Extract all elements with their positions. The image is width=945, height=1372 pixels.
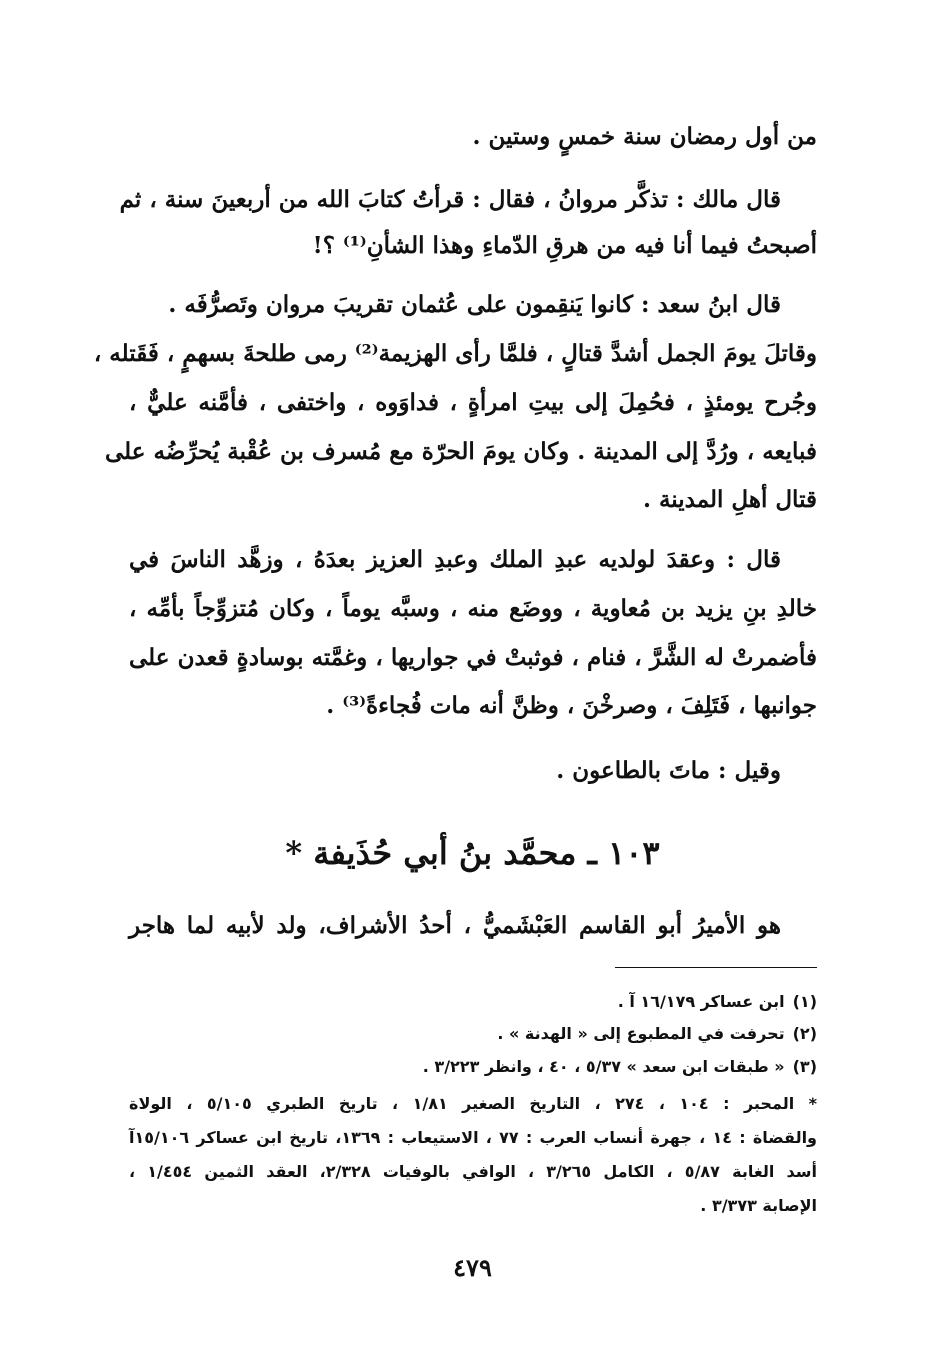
footnote-number: (٣) (792, 1057, 817, 1076)
text-line: وقيل : ماتَ بالطاعون . (556, 757, 781, 784)
footnote-separator (615, 967, 817, 968)
footnote-text: « طبقات ابن سعد » ٥/٣٧ ، ٤٠ ، وانظر ٣/٢٢٣ . (422, 1057, 785, 1076)
text-line: قتال أهلِ المدينة . (642, 486, 817, 513)
footnote-2 (129, 1019, 817, 1049)
text-line: وجُرح يومئذٍ ، فحُمِلَ إلى بيتِ امرأةٍ ، فداوَوه ، واختفى ، فأمَّنه عليٌّ ، (129, 389, 817, 416)
text-line: قال مالك : تذكَّر مروانُ ، فقال : قرأتُ كتابَ الله من أربعينَ سنة ، ثم (119, 186, 781, 213)
text-line: وقاتلَ يومَ الجمل أشدَّ قتالٍ ، فلمَّا رأى الهزيمة⁽²⁾ رمى طلحةَ بسهمٍ ، فَقَتله ، (93, 340, 817, 367)
footnote-3 (129, 1052, 817, 1082)
footnote-number: (١) (792, 992, 817, 1011)
text-line: خالدِ بنِ يزيد بن مُعاوية ، ووضَع منه ، وسبَّه يوماً ، وكان مُتزوِّجاً بأمِّه ، (129, 595, 817, 622)
sources-note-line: والقضاة : ١٤ ، جهرة أنساب العرب : ٧٧ ، الاستيعاب : ١٣٦٩، تاريخ ابن عساكر ١٥/١٠٦آ (129, 1128, 818, 1147)
text-line: من أول رمضان سنة خمسٍ وستين . (472, 123, 817, 150)
text-line: أصبحتُ فيما أنا فيه من هرقِ الدّماءِ وهذا الشأنِ⁽¹⁾ ؟! (312, 232, 817, 259)
sources-note-line: الإصابة ٣/٣٧٣ . (700, 1196, 817, 1215)
text-line: هو الأميرُ أبو القاسم العَبْشَميُّ ، أحدُ الأشراف، ولد لأبيه لما هاجر (129, 912, 781, 939)
section-heading: ١٠٣ ـ محمَّد بنُ أبي حُذَيفة * (285, 834, 660, 872)
text-line: قال ابنُ سعد : كانوا يَنقِمون على عُثمان تقريبَ مروان وتَصرُّفَه . (168, 291, 781, 318)
text-line: فأضمرتْ له الشَّرَّ ، فنام ، فوثبتْ في جواريها ، وغمَّته بوسادةٍ قعدن على (129, 644, 817, 671)
footnote-1 (129, 987, 817, 1017)
footnote-text: تحرفت في المطبوع إلى « الهدنة » . (497, 1024, 785, 1043)
sources-note-line: * المحبر : ١٠٤ ، ٢٧٤ ، التاريخ الصغير ١/٨١ ، تاريخ الطبري ٥/١٠٥ ، الولاة (129, 1094, 817, 1113)
text-line: فبايعه ، ورُدَّ إلى المدينة . وكان يومَ الحرّة مع مُسرف بن عُقْبة يُحرِّضُه على (104, 438, 817, 465)
footnote-number: (٢) (792, 1024, 817, 1043)
text-line: جوانبها ، فَتَلِفَ ، وصرخْنَ ، وظنَّ أنه مات فُجاءةً⁽³⁾ . (326, 692, 817, 719)
sources-note-line: أسد الغابة ٥/٨٧ ، الكامل ٣/٢٦٥ ، الوافي بالوفيات ٢/٣٢٨، العقد الثمين ١/٤٥٤ ، (129, 1162, 817, 1181)
footnote-text: ابن عساكر ١٦/١٧٩ آ . (617, 992, 785, 1011)
page-number: ٤٧٩ (453, 1253, 492, 1282)
text-line: قال : وعقدَ لولديه عبدِ الملك وعبدِ العزيز بعدَهُ ، وزهَّد الناسَ في (129, 546, 781, 573)
